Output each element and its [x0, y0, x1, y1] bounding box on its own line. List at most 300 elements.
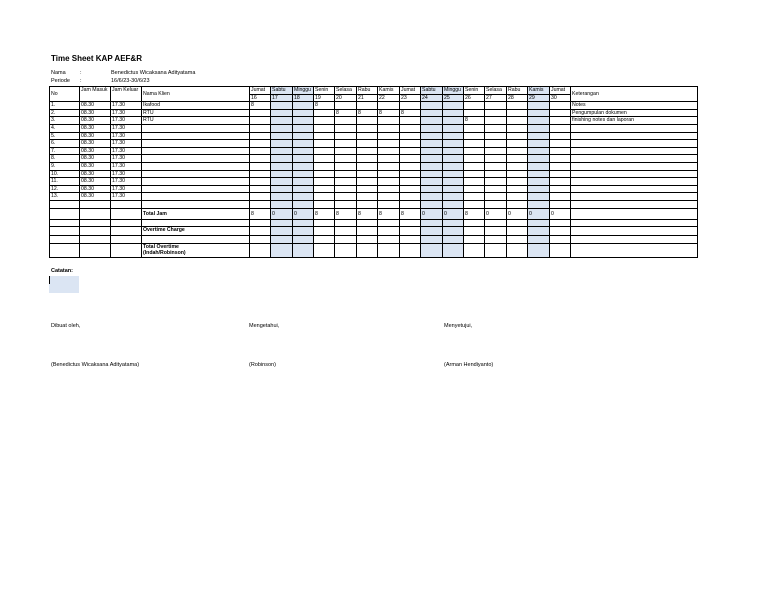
table-cell[interactable] [507, 219, 528, 227]
table-cell[interactable] [528, 200, 550, 208]
total-overtime-label[interactable] [142, 243, 250, 257]
header-day-date[interactable]: 18 [293, 94, 314, 102]
header-day-name[interactable]: Senin [314, 87, 335, 95]
row-hours-cell[interactable]: 8 [400, 109, 421, 117]
row-client[interactable]: Ikafood [142, 102, 250, 110]
row-jam-masuk[interactable]: 08.30 [80, 147, 111, 155]
row-hours-cell[interactable] [400, 102, 421, 110]
row-hours-cell[interactable] [400, 124, 421, 132]
row-hours-cell[interactable] [250, 140, 271, 148]
row-hours-cell[interactable] [485, 109, 507, 117]
row-hours-cell[interactable]: 8 [335, 109, 357, 117]
row-hours-cell[interactable] [400, 117, 421, 125]
row-hours-cell[interactable]: 8 [314, 102, 335, 110]
header-day-date[interactable]: 30 [550, 94, 571, 102]
row-keterangan[interactable] [571, 193, 698, 201]
total-jam-value[interactable]: 0 [421, 208, 443, 219]
row-hours-cell[interactable] [507, 178, 528, 186]
row-hours-cell[interactable] [485, 185, 507, 193]
table-cell[interactable] [507, 243, 528, 257]
table-cell[interactable] [464, 243, 485, 257]
row-hours-cell[interactable] [400, 155, 421, 163]
table-cell[interactable] [293, 200, 314, 208]
row-jam-keluar[interactable]: 17.30 [111, 185, 142, 193]
row-hours-cell[interactable] [271, 109, 293, 117]
row-no[interactable]: 3. [50, 117, 80, 125]
row-hours-cell[interactable] [464, 155, 485, 163]
row-hours-cell[interactable] [507, 117, 528, 125]
header-no[interactable]: No [50, 87, 80, 102]
row-client[interactable] [142, 162, 250, 170]
header-day-name[interactable]: Selasa [335, 87, 357, 95]
header-day-name[interactable]: Jumat [400, 87, 421, 95]
row-hours-cell[interactable] [421, 124, 443, 132]
row-keterangan[interactable]: Notes [571, 102, 698, 110]
table-cell[interactable] [571, 208, 698, 219]
total-jam-value[interactable]: 0 [485, 208, 507, 219]
table-cell[interactable] [293, 227, 314, 236]
row-hours-cell[interactable] [528, 102, 550, 110]
row-hours-cell[interactable] [250, 162, 271, 170]
row-no[interactable]: 7. [50, 147, 80, 155]
table-cell[interactable] [400, 200, 421, 208]
row-hours-cell[interactable] [550, 132, 571, 140]
row-hours-cell[interactable] [421, 109, 443, 117]
row-hours-cell[interactable] [250, 185, 271, 193]
row-keterangan[interactable] [571, 140, 698, 148]
table-cell[interactable] [50, 227, 80, 236]
row-hours-cell[interactable] [550, 155, 571, 163]
row-hours-cell[interactable] [550, 178, 571, 186]
catatan-input-cell[interactable] [49, 276, 79, 293]
table-cell[interactable] [378, 227, 400, 236]
row-hours-cell[interactable] [335, 117, 357, 125]
table-cell[interactable] [357, 227, 378, 236]
table-cell[interactable] [80, 200, 111, 208]
table-cell[interactable] [528, 219, 550, 227]
row-hours-cell[interactable] [507, 140, 528, 148]
row-hours-cell[interactable] [250, 147, 271, 155]
table-cell[interactable] [357, 219, 378, 227]
row-hours-cell[interactable] [464, 132, 485, 140]
row-hours-cell[interactable] [357, 147, 378, 155]
table-cell[interactable] [271, 219, 293, 227]
header-day-name[interactable]: Kamis [378, 87, 400, 95]
row-hours-cell[interactable] [271, 162, 293, 170]
row-jam-keluar[interactable]: 17.30 [111, 124, 142, 132]
table-cell[interactable] [528, 236, 550, 244]
row-hours-cell[interactable] [528, 140, 550, 148]
row-hours-cell[interactable] [357, 155, 378, 163]
row-hours-cell[interactable] [507, 155, 528, 163]
row-hours-cell[interactable] [485, 155, 507, 163]
row-jam-masuk[interactable]: 08.30 [80, 155, 111, 163]
total-jam-value[interactable]: 0 [507, 208, 528, 219]
table-cell[interactable] [314, 243, 335, 257]
row-hours-cell[interactable] [528, 147, 550, 155]
table-cell[interactable] [485, 200, 507, 208]
header-day-name[interactable]: Sabtu [421, 87, 443, 95]
row-hours-cell[interactable] [507, 102, 528, 110]
header-day-date[interactable]: 28 [507, 94, 528, 102]
row-hours-cell[interactable] [271, 155, 293, 163]
header-keterangan[interactable]: Keterangan [571, 87, 698, 102]
row-hours-cell[interactable] [335, 193, 357, 201]
header-day-date[interactable]: 26 [464, 94, 485, 102]
header-day-name[interactable]: Jumat [250, 87, 271, 95]
row-hours-cell[interactable] [443, 193, 464, 201]
table-cell[interactable] [80, 227, 111, 236]
row-hours-cell[interactable] [378, 162, 400, 170]
row-hours-cell[interactable] [421, 170, 443, 178]
row-no[interactable]: 1. [50, 102, 80, 110]
header-day-name[interactable]: Senin [464, 87, 485, 95]
row-hours-cell[interactable] [421, 178, 443, 186]
table-cell[interactable] [378, 243, 400, 257]
table-cell[interactable] [50, 208, 80, 219]
row-hours-cell[interactable] [400, 170, 421, 178]
row-jam-masuk[interactable]: 08.30 [80, 102, 111, 110]
table-cell[interactable] [550, 219, 571, 227]
total-jam-value[interactable]: 0 [550, 208, 571, 219]
header-day-name[interactable]: Rabu [507, 87, 528, 95]
row-hours-cell[interactable] [443, 155, 464, 163]
row-hours-cell[interactable] [443, 147, 464, 155]
row-hours-cell[interactable] [400, 162, 421, 170]
row-hours-cell[interactable] [314, 178, 335, 186]
row-hours-cell[interactable] [550, 109, 571, 117]
table-cell[interactable] [142, 236, 250, 244]
row-hours-cell[interactable] [528, 193, 550, 201]
row-hours-cell[interactable] [293, 124, 314, 132]
row-jam-keluar[interactable]: 17.30 [111, 193, 142, 201]
row-hours-cell[interactable] [271, 117, 293, 125]
row-hours-cell[interactable] [314, 132, 335, 140]
row-hours-cell[interactable] [464, 178, 485, 186]
table-cell[interactable] [550, 200, 571, 208]
row-hours-cell[interactable] [378, 155, 400, 163]
row-hours-cell[interactable]: 8 [464, 117, 485, 125]
table-cell[interactable] [80, 243, 111, 257]
table-cell[interactable] [314, 227, 335, 236]
row-hours-cell[interactable] [400, 178, 421, 186]
row-client[interactable]: RTU [142, 109, 250, 117]
table-cell[interactable] [111, 219, 142, 227]
row-hours-cell[interactable]: 8 [250, 102, 271, 110]
row-keterangan[interactable] [571, 155, 698, 163]
row-hours-cell[interactable] [314, 140, 335, 148]
row-hours-cell[interactable] [400, 140, 421, 148]
row-hours-cell[interactable] [271, 124, 293, 132]
row-hours-cell[interactable] [507, 185, 528, 193]
table-cell[interactable] [464, 227, 485, 236]
table-cell[interactable] [50, 243, 80, 257]
row-hours-cell[interactable] [250, 124, 271, 132]
row-hours-cell[interactable] [293, 102, 314, 110]
total-jam-value[interactable]: 8 [335, 208, 357, 219]
row-hours-cell[interactable] [335, 155, 357, 163]
row-hours-cell[interactable] [378, 124, 400, 132]
table-cell[interactable] [293, 219, 314, 227]
row-hours-cell[interactable] [357, 178, 378, 186]
row-hours-cell[interactable] [271, 102, 293, 110]
row-hours-cell[interactable] [550, 193, 571, 201]
row-keterangan[interactable]: Pengumpulan dokumen [571, 109, 698, 117]
row-hours-cell[interactable] [464, 124, 485, 132]
table-cell[interactable] [250, 236, 271, 244]
table-cell[interactable] [80, 236, 111, 244]
row-hours-cell[interactable] [550, 140, 571, 148]
row-hours-cell[interactable] [271, 185, 293, 193]
row-keterangan[interactable] [571, 170, 698, 178]
row-hours-cell[interactable] [293, 109, 314, 117]
row-hours-cell[interactable] [314, 155, 335, 163]
row-hours-cell[interactable] [357, 140, 378, 148]
table-cell[interactable] [400, 236, 421, 244]
table-cell[interactable] [111, 243, 142, 257]
total-jam-value[interactable]: 8 [400, 208, 421, 219]
header-day-name[interactable]: Selasa [485, 87, 507, 95]
row-client[interactable] [142, 170, 250, 178]
header-day-date[interactable]: 19 [314, 94, 335, 102]
row-hours-cell[interactable] [271, 193, 293, 201]
row-hours-cell[interactable] [507, 162, 528, 170]
row-jam-masuk[interactable]: 08.30 [80, 162, 111, 170]
row-hours-cell[interactable] [293, 162, 314, 170]
table-cell[interactable] [378, 236, 400, 244]
header-day-date[interactable]: 27 [485, 94, 507, 102]
row-hours-cell[interactable] [528, 124, 550, 132]
row-hours-cell[interactable] [400, 147, 421, 155]
total-jam-value[interactable]: 0 [443, 208, 464, 219]
row-hours-cell[interactable] [528, 117, 550, 125]
table-cell[interactable] [111, 236, 142, 244]
table-cell[interactable] [550, 227, 571, 236]
row-hours-cell[interactable] [378, 193, 400, 201]
row-hours-cell[interactable] [443, 124, 464, 132]
total-jam-label[interactable]: Total Jam [142, 208, 250, 219]
header-day-date[interactable]: 16 [250, 94, 271, 102]
row-client[interactable] [142, 185, 250, 193]
table-cell[interactable] [507, 200, 528, 208]
row-jam-masuk[interactable]: 08.30 [80, 140, 111, 148]
table-cell[interactable] [271, 236, 293, 244]
row-hours-cell[interactable] [464, 185, 485, 193]
row-hours-cell[interactable] [250, 178, 271, 186]
row-keterangan[interactable] [571, 132, 698, 140]
row-hours-cell[interactable] [485, 162, 507, 170]
row-hours-cell[interactable] [357, 162, 378, 170]
row-hours-cell[interactable] [250, 155, 271, 163]
row-keterangan[interactable] [571, 162, 698, 170]
row-hours-cell[interactable] [250, 109, 271, 117]
row-hours-cell[interactable] [293, 185, 314, 193]
total-jam-value[interactable]: 8 [250, 208, 271, 219]
table-cell[interactable] [50, 219, 80, 227]
row-client[interactable]: RTU [142, 117, 250, 125]
row-hours-cell[interactable] [378, 117, 400, 125]
row-keterangan[interactable] [571, 147, 698, 155]
total-jam-value[interactable]: 8 [357, 208, 378, 219]
row-jam-keluar[interactable]: 17.30 [111, 102, 142, 110]
row-hours-cell[interactable] [550, 170, 571, 178]
row-hours-cell[interactable] [357, 185, 378, 193]
row-client[interactable] [142, 178, 250, 186]
table-cell[interactable] [271, 200, 293, 208]
row-hours-cell[interactable] [443, 162, 464, 170]
row-hours-cell[interactable] [485, 147, 507, 155]
row-jam-masuk[interactable]: 08.30 [80, 170, 111, 178]
table-cell[interactable] [80, 208, 111, 219]
row-client[interactable] [142, 147, 250, 155]
table-cell[interactable] [443, 243, 464, 257]
row-hours-cell[interactable] [421, 102, 443, 110]
row-hours-cell[interactable] [528, 185, 550, 193]
row-hours-cell[interactable] [250, 193, 271, 201]
table-cell[interactable] [357, 243, 378, 257]
row-hours-cell[interactable] [485, 102, 507, 110]
row-hours-cell[interactable] [528, 109, 550, 117]
header-day-date[interactable]: 25 [443, 94, 464, 102]
row-no[interactable]: 10. [50, 170, 80, 178]
total-jam-value[interactable]: 0 [528, 208, 550, 219]
row-hours-cell[interactable] [485, 140, 507, 148]
row-hours-cell[interactable] [314, 193, 335, 201]
row-hours-cell[interactable] [357, 132, 378, 140]
header-day-date[interactable]: 20 [335, 94, 357, 102]
table-cell[interactable] [421, 243, 443, 257]
row-hours-cell[interactable] [335, 124, 357, 132]
row-hours-cell[interactable] [314, 117, 335, 125]
row-hours-cell[interactable] [378, 132, 400, 140]
table-cell[interactable] [335, 200, 357, 208]
header-day-name[interactable]: Kamis [528, 87, 550, 95]
row-hours-cell[interactable] [314, 109, 335, 117]
table-cell[interactable] [378, 219, 400, 227]
row-hours-cell[interactable] [335, 140, 357, 148]
row-hours-cell[interactable] [464, 140, 485, 148]
row-client[interactable] [142, 132, 250, 140]
table-cell[interactable] [314, 219, 335, 227]
table-cell[interactable] [507, 236, 528, 244]
row-hours-cell[interactable] [485, 193, 507, 201]
row-hours-cell[interactable] [271, 147, 293, 155]
row-hours-cell[interactable] [464, 102, 485, 110]
table-cell[interactable] [378, 200, 400, 208]
table-cell[interactable] [421, 236, 443, 244]
row-hours-cell[interactable] [335, 178, 357, 186]
row-hours-cell[interactable] [528, 170, 550, 178]
row-hours-cell[interactable] [528, 132, 550, 140]
header-day-name[interactable]: Sabtu [271, 87, 293, 95]
table-cell[interactable] [293, 236, 314, 244]
row-hours-cell[interactable] [421, 185, 443, 193]
row-hours-cell[interactable] [378, 170, 400, 178]
row-hours-cell[interactable] [507, 132, 528, 140]
row-jam-keluar[interactable]: 17.30 [111, 162, 142, 170]
row-hours-cell[interactable] [314, 162, 335, 170]
table-cell[interactable] [421, 219, 443, 227]
table-cell[interactable] [335, 227, 357, 236]
row-no[interactable]: 9. [50, 162, 80, 170]
row-jam-masuk[interactable]: 08.30 [80, 178, 111, 186]
table-cell[interactable] [357, 236, 378, 244]
header-jam-masuk[interactable]: Jam Masuk [80, 87, 111, 102]
table-cell[interactable] [528, 227, 550, 236]
row-hours-cell[interactable] [507, 147, 528, 155]
row-jam-keluar[interactable]: 17.30 [111, 109, 142, 117]
table-cell[interactable] [421, 200, 443, 208]
header-day-name[interactable]: Minggu [443, 87, 464, 95]
row-hours-cell[interactable] [335, 102, 357, 110]
row-no[interactable]: 6. [50, 140, 80, 148]
row-jam-keluar[interactable]: 17.30 [111, 170, 142, 178]
row-hours-cell[interactable] [421, 155, 443, 163]
row-hours-cell[interactable] [271, 132, 293, 140]
row-jam-masuk[interactable]: 08.30 [80, 117, 111, 125]
table-cell[interactable] [464, 219, 485, 227]
row-hours-cell[interactable] [357, 170, 378, 178]
row-hours-cell[interactable] [335, 132, 357, 140]
row-hours-cell[interactable] [443, 170, 464, 178]
table-cell[interactable] [443, 219, 464, 227]
row-hours-cell[interactable] [335, 162, 357, 170]
total-jam-value[interactable]: 8 [464, 208, 485, 219]
row-hours-cell[interactable] [443, 185, 464, 193]
row-hours-cell[interactable] [335, 147, 357, 155]
row-hours-cell[interactable] [443, 117, 464, 125]
table-cell[interactable] [485, 219, 507, 227]
row-hours-cell[interactable] [507, 124, 528, 132]
row-hours-cell[interactable] [357, 102, 378, 110]
row-hours-cell[interactable] [293, 147, 314, 155]
table-cell[interactable] [443, 236, 464, 244]
row-hours-cell[interactable] [293, 140, 314, 148]
table-cell[interactable] [571, 227, 698, 236]
row-keterangan[interactable] [571, 185, 698, 193]
row-hours-cell[interactable] [421, 193, 443, 201]
row-hours-cell[interactable] [421, 140, 443, 148]
row-hours-cell[interactable] [464, 147, 485, 155]
row-hours-cell[interactable] [507, 170, 528, 178]
row-hours-cell[interactable] [421, 132, 443, 140]
row-hours-cell[interactable] [485, 178, 507, 186]
row-hours-cell[interactable] [378, 185, 400, 193]
row-hours-cell[interactable] [485, 117, 507, 125]
row-hours-cell[interactable] [378, 147, 400, 155]
table-cell[interactable] [335, 236, 357, 244]
table-cell[interactable] [443, 227, 464, 236]
header-day-date[interactable]: 29 [528, 94, 550, 102]
row-hours-cell[interactable] [293, 132, 314, 140]
row-hours-cell[interactable] [421, 147, 443, 155]
table-cell[interactable] [335, 243, 357, 257]
row-hours-cell[interactable] [550, 162, 571, 170]
total-jam-value[interactable]: 8 [314, 208, 335, 219]
row-hours-cell[interactable] [550, 124, 571, 132]
table-cell[interactable] [485, 243, 507, 257]
row-jam-keluar[interactable]: 17.30 [111, 117, 142, 125]
row-hours-cell[interactable] [357, 124, 378, 132]
header-day-date[interactable]: 24 [421, 94, 443, 102]
row-hours-cell[interactable] [293, 155, 314, 163]
table-cell[interactable] [314, 200, 335, 208]
header-nama-klien[interactable]: Nama Klien [142, 87, 250, 102]
row-hours-cell[interactable] [421, 117, 443, 125]
row-hours-cell[interactable] [485, 170, 507, 178]
table-cell[interactable] [421, 227, 443, 236]
row-hours-cell[interactable] [485, 124, 507, 132]
